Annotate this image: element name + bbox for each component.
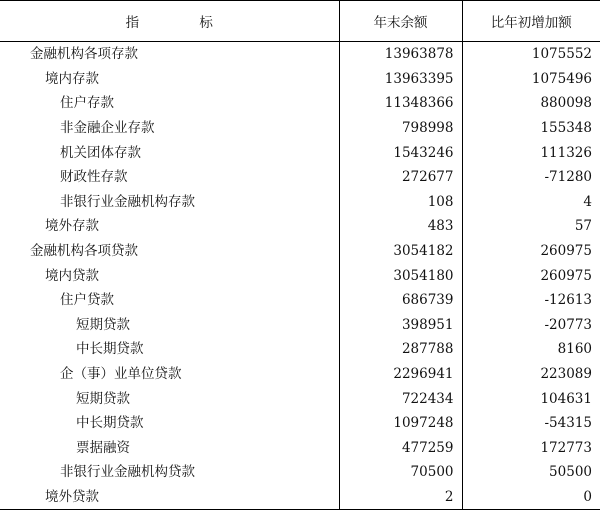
table-row	[0, 239, 600, 264]
year-end-balance-cell: 1097248	[339, 411, 462, 436]
increase-cell: 260975	[462, 263, 600, 288]
year-end-balance-cell: 398951	[339, 313, 462, 338]
row-label-cell	[0, 140, 339, 165]
row-label: 中长期贷款	[76, 415, 144, 432]
year-end-balance-cell: 722434	[339, 386, 462, 411]
year-end-balance-cell: 272677	[339, 165, 462, 190]
increase-cell: 111326	[462, 140, 600, 165]
row-label: 非金融企业存款	[60, 120, 155, 137]
row-label-cell	[0, 337, 339, 362]
row-label: 境外存款	[45, 218, 99, 235]
increase-cell: -20773	[462, 313, 600, 338]
row-label-cell	[0, 411, 339, 436]
increase-cell: 155348	[462, 116, 600, 141]
table-row	[0, 485, 600, 510]
increase-cell: 50500	[462, 460, 600, 485]
row-label: 住户贷款	[60, 292, 114, 309]
row-label-cell	[0, 386, 339, 411]
increase-cell: 8160	[462, 337, 600, 362]
table-header	[0, 1, 600, 42]
row-label-cell	[0, 288, 339, 313]
row-label-cell	[0, 362, 339, 387]
row-label-cell	[0, 460, 339, 485]
table-row	[0, 91, 600, 116]
row-label: 非银行业金融机构存款	[60, 193, 195, 210]
header-year-end-balance: 年末余额	[339, 1, 462, 42]
row-label-cell	[0, 116, 339, 141]
row-label-cell	[0, 436, 339, 461]
table-row	[0, 67, 600, 92]
row-label-cell	[0, 313, 339, 338]
year-end-balance-cell: 13963395	[339, 67, 462, 92]
table-row	[0, 337, 600, 362]
row-label-cell	[0, 239, 339, 264]
increase-cell: 260975	[462, 239, 600, 264]
row-label-cell	[0, 91, 339, 116]
year-end-balance-cell: 287788	[339, 337, 462, 362]
year-end-balance-cell: 798998	[339, 116, 462, 141]
table-row	[0, 411, 600, 436]
table-row	[0, 190, 600, 215]
year-end-balance-cell: 2	[339, 485, 462, 510]
row-label-cell	[0, 42, 339, 67]
increase-cell: 172773	[462, 436, 600, 461]
table-row	[0, 313, 600, 338]
increase-cell: -71280	[462, 165, 600, 190]
table-row	[0, 116, 600, 141]
row-label: 短期贷款	[76, 316, 130, 333]
row-label: 金融机构各项贷款	[30, 243, 138, 260]
year-end-balance-cell: 477259	[339, 436, 462, 461]
table-row	[0, 42, 600, 67]
table-row	[0, 288, 600, 313]
year-end-balance-cell: 2296941	[339, 362, 462, 387]
year-end-balance-cell: 13963878	[339, 42, 462, 67]
table-body	[0, 42, 600, 510]
increase-cell: 0	[462, 485, 600, 510]
row-label: 企（事）业单位贷款	[60, 366, 182, 383]
increase-cell: 104631	[462, 386, 600, 411]
row-label-cell	[0, 485, 339, 510]
table-row	[0, 362, 600, 387]
row-label-cell	[0, 190, 339, 215]
increase-cell: -12613	[462, 288, 600, 313]
increase-cell: 223089	[462, 362, 600, 387]
table-row	[0, 386, 600, 411]
table-row	[0, 165, 600, 190]
row-label-cell	[0, 67, 339, 92]
year-end-balance-cell: 483	[339, 214, 462, 239]
row-label: 财政性存款	[60, 169, 128, 186]
row-label-cell	[0, 214, 339, 239]
year-end-balance-cell: 1543246	[339, 140, 462, 165]
row-label: 住户存款	[60, 95, 114, 112]
row-label: 票据融资	[76, 439, 130, 456]
year-end-balance-cell: 3054180	[339, 263, 462, 288]
row-label: 境内存款	[45, 70, 99, 87]
year-end-balance-cell: 70500	[339, 460, 462, 485]
year-end-balance-cell: 11348366	[339, 91, 462, 116]
header-item: 指 标	[0, 1, 339, 42]
increase-cell: 57	[462, 214, 600, 239]
increase-cell: 1075552	[462, 42, 600, 67]
row-label: 金融机构各项存款	[30, 46, 138, 63]
table-row	[0, 436, 600, 461]
header-row	[0, 1, 600, 42]
increase-cell: 1075496	[462, 67, 600, 92]
increase-cell: 4	[462, 190, 600, 215]
row-label-cell	[0, 263, 339, 288]
year-end-balance-cell: 3054182	[339, 239, 462, 264]
year-end-balance-cell: 686739	[339, 288, 462, 313]
row-label: 境外贷款	[45, 488, 99, 505]
year-end-balance-cell: 108	[339, 190, 462, 215]
header-increase: 比年初增加额	[462, 1, 600, 42]
row-label: 中长期贷款	[76, 341, 144, 358]
table-row	[0, 140, 600, 165]
table-row	[0, 263, 600, 288]
table-row	[0, 460, 600, 485]
table-row	[0, 214, 600, 239]
row-label-cell	[0, 165, 339, 190]
increase-cell: -54315	[462, 411, 600, 436]
row-label: 短期贷款	[76, 390, 130, 407]
row-label: 机关团体存款	[60, 144, 141, 161]
row-label: 非银行业金融机构贷款	[60, 464, 195, 481]
row-label: 境内贷款	[45, 267, 99, 284]
increase-cell: 880098	[462, 91, 600, 116]
